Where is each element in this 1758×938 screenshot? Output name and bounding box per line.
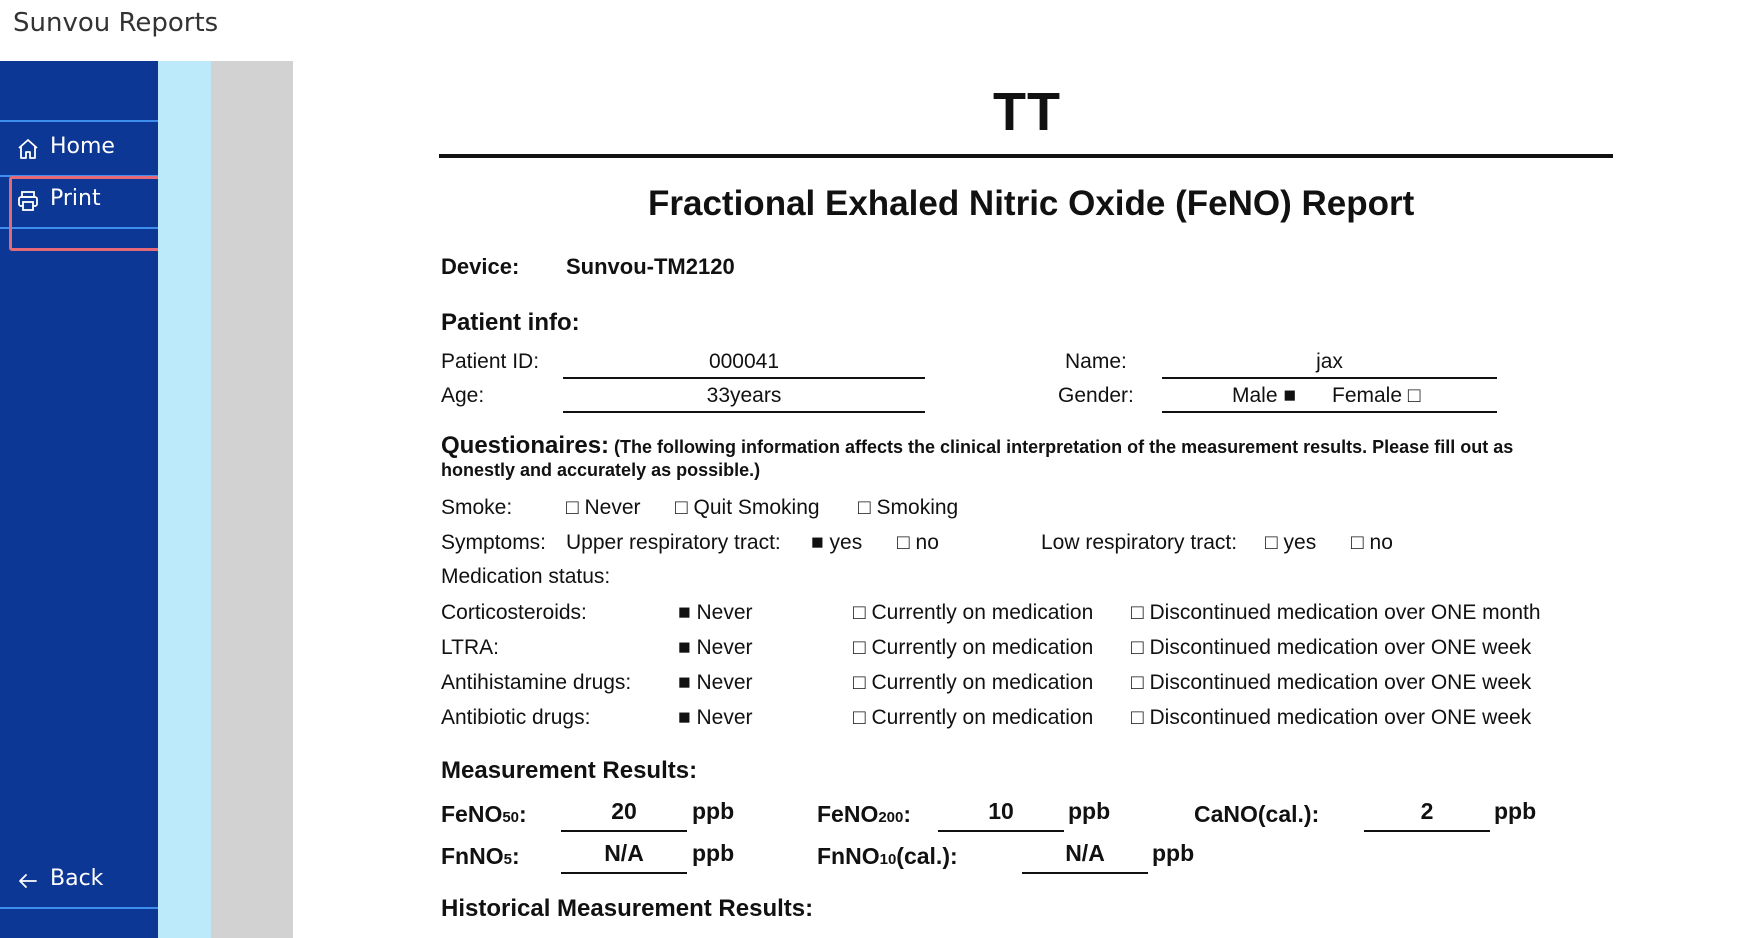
upper-respiratory-label: Upper respiratory tract: [566,531,781,554]
feno200-unit: ppb [1068,798,1111,824]
name-label: Name: [1065,350,1127,373]
device-value: Sunvou-TM2120 [566,254,735,279]
medication-discontinued: □ Discontinued medication over ONE month [1131,601,1541,624]
age-value: 33years [706,384,782,407]
feno200-label: FeNO200: [817,801,912,827]
splitter-panel[interactable] [158,61,211,938]
device-label: Device: [441,254,520,279]
medication-current: □ Currently on medication [853,601,1094,624]
measurement-header: Measurement Results: [441,757,698,784]
feno50-underline [561,830,687,832]
feno200-underline [938,830,1064,832]
medication-current: □ Currently on medication [853,636,1094,659]
medication-never: ■ Never [678,706,753,729]
medication-current: □ Currently on medication [853,706,1094,729]
patient-id-underline [563,377,925,379]
fnno5-unit: ppb [692,840,735,866]
questionnaire-header: Questionaires: [441,432,610,459]
history-header: Historical Measurement Results: [441,895,814,922]
gender-female-option: Female □ [1332,384,1421,407]
sidebar [0,61,158,938]
medication-never: ■ Never [678,601,753,624]
medication-never: ■ Never [678,636,753,659]
report-subtitle: Fractional Exhaled Nitric Oxide (FeNO) Report [648,184,1415,223]
title-divider [439,154,1613,158]
medication-current: □ Currently on medication [853,671,1094,694]
smoke-option-never: □ Never [566,496,641,519]
nav-back-button[interactable] [0,854,158,909]
nav-home-button[interactable] [0,120,158,177]
smoke-option-smoking: □ Smoking [858,496,959,519]
fnno10-label: FnNO10(cal.): [817,843,958,869]
questionnaire-note: (The following information affects the clinical interpretation of the measurement results. Please fill out as honestly and accurately as possible.) [441,437,1514,480]
fnno5-value: N/A [604,840,644,866]
nav-home-label: Home [50,134,115,159]
medication-status-label: Medication status: [441,565,611,588]
fnno5-underline [561,872,687,874]
patient-id-label: Patient ID: [441,350,540,373]
medication-discontinued: □ Discontinued medication over ONE week [1131,671,1532,694]
gender-label: Gender: [1058,384,1134,407]
feno200-value: 10 [988,798,1014,824]
feno50-unit: ppb [692,798,735,824]
age-label: Age: [441,384,485,407]
smoke-option-quit: □ Quit Smoking [675,496,820,519]
upper-option-no: □ no [897,531,939,554]
cano-unit: ppb [1494,798,1537,824]
age-underline [563,411,925,413]
feno50-label: FeNO50: [441,801,527,827]
patient-id-value: 000041 [708,350,780,373]
report-page [293,61,1758,938]
upper-option-yes: ■ yes [811,531,863,554]
medication-discontinued: □ Discontinued medication over ONE week [1131,636,1532,659]
home-icon [16,137,40,161]
gutter-panel [211,61,293,938]
title-bar [0,0,1758,61]
medication-never: ■ Never [678,671,753,694]
medication-name: Antibiotic drugs: [441,706,591,729]
lower-option-yes: □ yes [1265,531,1317,554]
medication-name: LTRA: [441,636,499,659]
printer-icon [16,189,40,213]
nav-back-label: Back [50,866,104,891]
questionnaire-section [441,434,1571,482]
cano-label: CaNO(cal.): [1194,801,1320,827]
gender-male-option: Male ■ [1232,384,1297,407]
gender-underline [1162,411,1497,413]
symptoms-label: Symptoms: [441,531,547,554]
medication-name: Antihistamine drugs: [441,671,632,694]
cano-underline [1364,830,1490,832]
medication-discontinued: □ Discontinued medication over ONE week [1131,706,1532,729]
feno50-value: 20 [611,798,637,824]
fnno10-unit: ppb [1152,840,1195,866]
fnno10-value: N/A [1065,840,1105,866]
medication-name: Corticosteroids: [441,601,587,624]
nav-print-button[interactable] [0,174,158,229]
arrow-left-icon [16,869,40,893]
lower-respiratory-label: Low respiratory tract: [1041,531,1238,554]
name-value: jax [1316,350,1343,373]
name-underline [1162,377,1497,379]
report-title: TT [993,82,1061,142]
fnno5-label: FnNO5: [441,843,520,869]
smoke-label: Smoke: [441,496,513,519]
nav-print-label: Print [50,186,101,211]
patient-info-header: Patient info: [441,309,580,336]
cano-value: 2 [1420,798,1434,824]
lower-option-no: □ no [1351,531,1393,554]
fnno10-underline [1022,872,1148,874]
app-title: Sunvou Reports [13,8,219,38]
